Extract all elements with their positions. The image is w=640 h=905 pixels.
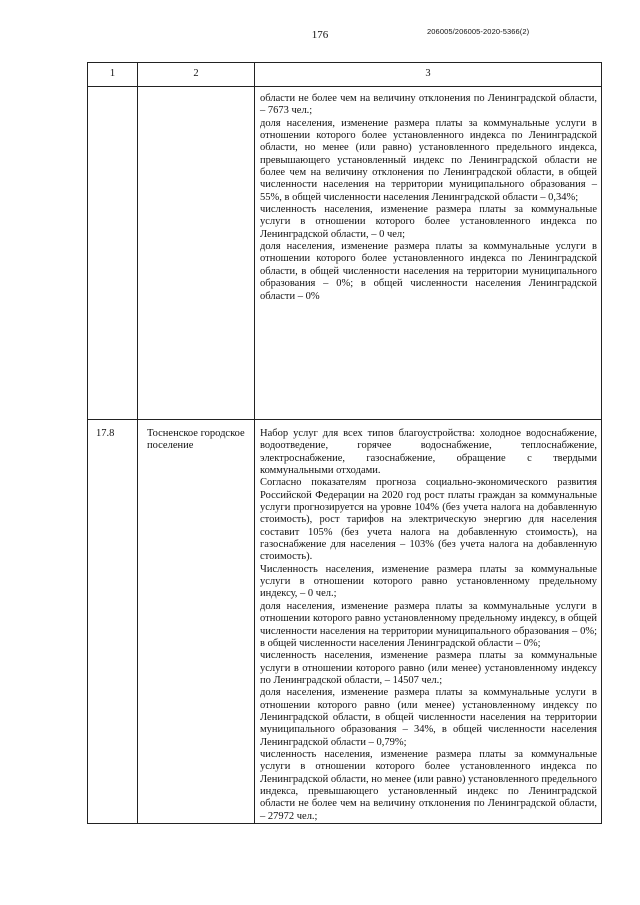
paragraph: доля населения, изменение размера платы за коммунальные услуги в отношении которого равно (или менее) установленному индексу по Ленинградской области, в общей численности населения на территории муниципального образования – 34%, в общей численности населения Ленинградской области – 0,79%;	[260, 687, 597, 748]
paragraph: области не более чем на величину отклонения по Ленинградской области, – 7673 чел.;	[260, 93, 597, 117]
paragraph: Набор услуг для всех типов благоустройства: холодное водоснабжение, водоотведение, горячее водоснабжение, теплоснабжение, электроснабжение, газоснабжение, обращение с твердыми коммунальными отходами.	[260, 428, 597, 477]
row-text-cell	[255, 87, 602, 420]
column-header-1: 1	[88, 63, 138, 87]
paragraph: численность населения, изменение размера платы за коммунальные услуги в отношении которого более установленного индекса по Ленинградской области, – 0 чел;	[260, 204, 597, 240]
row-name-cell	[138, 87, 255, 420]
document-code: 206005/206005-2020-5366(2)	[427, 27, 530, 36]
paragraph: доля населения, изменение размера платы за коммунальные услуги в отношении которого равно установленному предельному индексу, в общей численности населения на территории муниципального образования – 0%; в общей численности населения Ленинградской области – 0%;	[260, 600, 597, 649]
paragraph: Численность населения, изменение размера платы за коммунальные услуги в отношении которого равно установленному предельному индексу, – 0 чел.;	[260, 563, 597, 600]
column-header-2: 2	[138, 63, 255, 87]
paragraph: численность населения, изменение размера платы за коммунальные услуги в отношении которого равно (или менее) установленному индексу по Ленинградской области, – 14507 чел.;	[260, 650, 597, 686]
paragraph: доля населения, изменение размера платы за коммунальные услуги в отношении которого более установленного индекса по Ленинградской области, в общей численности населения на территории муниципального образования – 0%; в общей численности населения Ленинградской области – 0%	[260, 241, 597, 302]
table-header-row	[88, 63, 602, 87]
row-text-cell	[255, 420, 602, 824]
row-number-cell: 17.8	[88, 420, 138, 824]
paragraph: Согласно показателям прогноза социально-экономического развития Российской Федерации на 2020 год рост платы граждан за коммунальные услуги прогнозируется на уровне 104% (без учета налога на добавленную стоимость), рост тарифов на электрическую энергию для населения составит 105% (без учета налога на добавленную стоимость), на газоснабжение для населения – 103% (без учета налога на добавленную стоимость).	[260, 477, 597, 563]
page-number: 176	[311, 29, 329, 41]
row-number-cell	[88, 87, 138, 420]
row-name-cell: Тосненское городское поселение	[138, 420, 255, 824]
data-table	[87, 62, 602, 824]
table-row-continuation	[88, 87, 602, 420]
column-header-3: 3	[255, 63, 602, 87]
paragraph: доля населения, изменение размера платы за коммунальные услуги в отношении которого более установленного индекса по Ленинградской области, но менее (или равно) установленного предельного индекса, превышающего установленный индекс по Ленинградской области не более чем на величину отклонения по Ленинградской области, в общей численности населения на территории муниципального образования – 55%, в общей численности населения Ленинградской области – 0,34%;	[260, 117, 597, 203]
table-row-17-8	[88, 420, 602, 824]
paragraph: численность населения, изменение размера платы за коммунальные услуги в отношении которого более установленного индекса по Ленинградской области, но менее (или равно) установленного предельного индекса, превышающего установленный индекс по Ленинградской области не более чем на величину отклонения по Ленинградской области, – 27972 чел.;	[260, 748, 597, 822]
